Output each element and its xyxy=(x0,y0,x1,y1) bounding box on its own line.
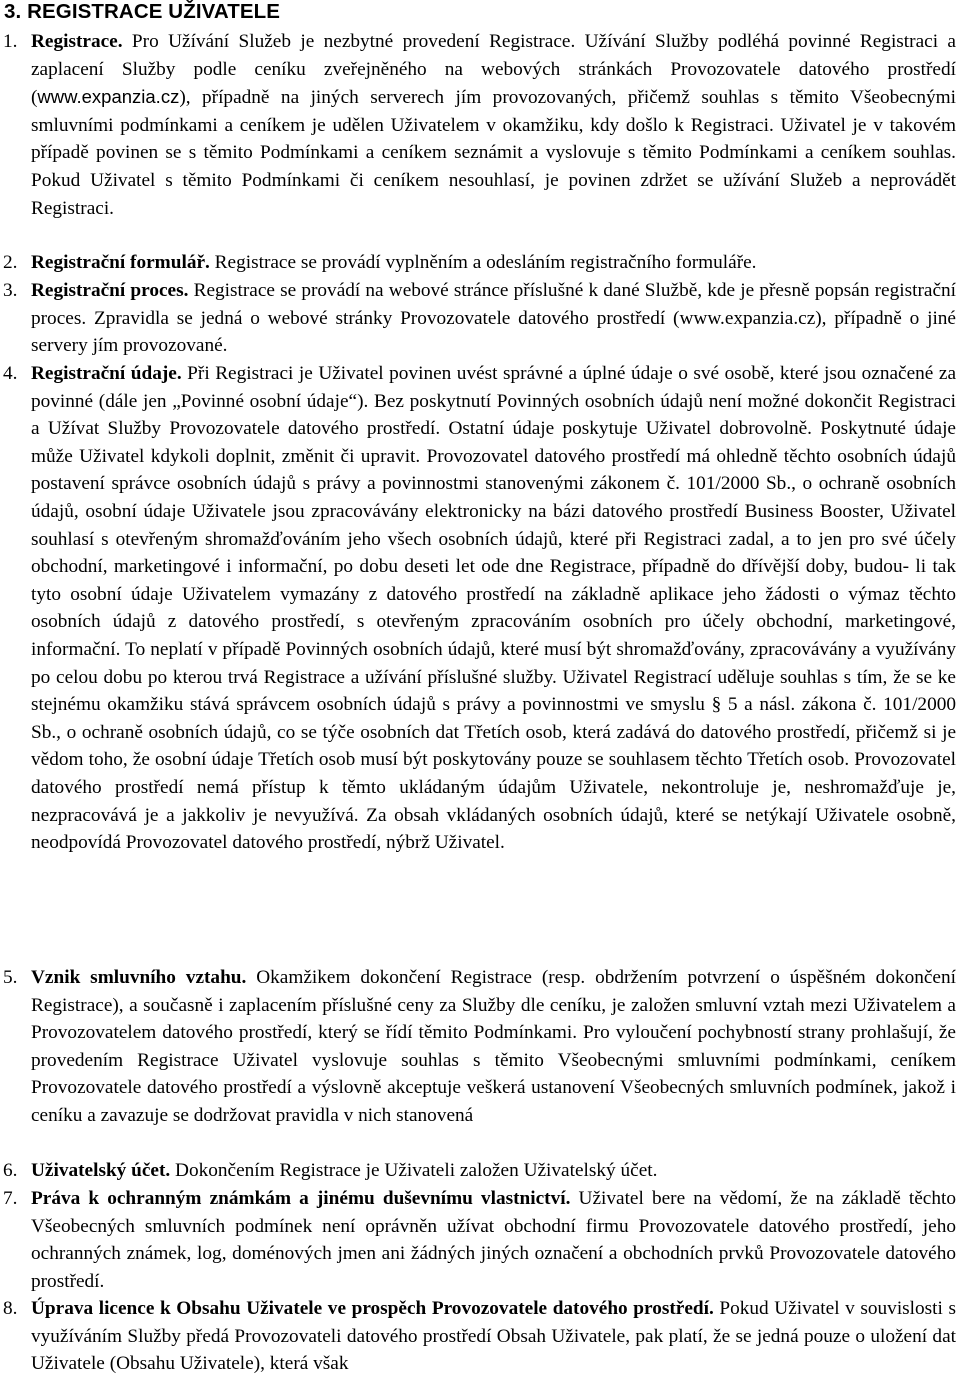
clause-title: Registrační proces. xyxy=(31,280,189,301)
clause-title: Úprava licence k Obsahu Uživatele ve prospěch Provozovatele datového prostředí. xyxy=(31,1298,714,1319)
clause-4-registracni-udaje xyxy=(3,360,956,857)
section-heading: 3. REGISTRACE UŽIVATELE xyxy=(4,0,281,23)
clause-text: Pro Užívání Služeb je nezbytné provedení Registrace. Užívání Služby podléhá povinné Registraci a zaplacení Služby podle ceníku zveřejněného na webových stránkách Provozovatele datového prostředí ( xyxy=(31,31,956,109)
clause-text: Dokončením Registrace je Uživateli založen Uživatelský účet. xyxy=(170,1160,658,1181)
clause-number: 5. xyxy=(3,967,18,988)
clause-title: Vznik smluvního vztahu. xyxy=(31,967,247,988)
clause-number: 6. xyxy=(3,1160,18,1181)
clause-title: Práva k ochranným známkám a jinému duševnímu vlastnictví. xyxy=(31,1188,571,1209)
clause-text: Registrace se provádí na webové stránce příslušné k dané Službě, kde je přesně popsán registrační proces. Zpravidla se jedná o webové stránky Provozovatele datového prostředí (www.expanzia.cz), případně o jiné servery jím provozované. xyxy=(31,280,956,357)
clause-number: 8. xyxy=(3,1298,18,1319)
clause-2-registracni-formular xyxy=(3,249,956,277)
clause-1-registrace xyxy=(3,28,956,222)
clause-number: 2. xyxy=(3,252,18,273)
clause-title: Uživatelský účet. xyxy=(31,1160,171,1181)
website-url: www.expanzia.cz xyxy=(37,86,180,108)
clause-text: Okamžikem dokončení Registrace (resp. obdržením potvrzení o úspěšném dokončení Registrace), a současně i zaplacením příslušné ceny za Služby dle ceníku, je založen smluvní vztah mezi Uživatelem a Provozovatelem datového prostředí, který se řídí těmito Podmínkami. Pro vyloučení pochybností strany prohlašují, že provedením Registrace Uživatel vyslovuje souhlas s těmito Všeobecnými smluvními podmínkami, ceníkem Provozovatele datového prostředí a výslovně akceptuje veškerá ustanovení Všeobecných smluvních podmínek, jakož i ceníku a zavazuje se dodržovat pravidla v nich stanovená xyxy=(31,967,956,1126)
clause-number: 3. xyxy=(3,280,18,301)
clause-7-prava-k-ochrannym-znamkam xyxy=(3,1185,956,1295)
clause-number: 4. xyxy=(3,363,18,384)
clause-number: 7. xyxy=(3,1188,18,1209)
clause-8-uprava-licence xyxy=(3,1295,956,1378)
clause-text: Při Registraci je Uživatel povinen uvést správné a úplné údaje o své osobě, které jsou označené za povinné (dále jen „Povinné osobní údaje“). Bez poskytnutí Povinných osobních údajů není možné dokončit Registraci a Užívat Služby Provozovatele datového prostředí. Ostatní údaje poskytuje Uživatel dobrovolně. Poskytnuté údaje může Uživatel kdykoli doplnit, změnit či upravit. Provozovatel datového prostředí má ohledně těchto osobních údajů postavení správce osobních údajů s právy a povinnostmi stanovenými zákonem č. 101/2000 Sb., o ochraně osobních údajů, osobní údaje Uživatele jsou zpracovávány elektronicky na bázi datového prostředí Business Booster, Uživatel souhlasí s otevřeným shromažďováním jeho všech osobních údajů, které při Registraci zadal, a to jen pro své účely obchodní, marketingové i informační, po dobu deseti let ode dne Registrace, případně do dřívější doby, budou- li tak tyto osobní údaje Uživatelem vymazány z datového prostředí na základně aplikace jeho žádosti o výmaz těchto osobních údajů z datového prostředí, s otevřeným zpracováním osobních pro účely obchodní, marketingové, informační. To neplatí v případě Povinných osobních údajů, které musí být shromažďovány, zpracovávány a využívány po celou dobu po kterou trvá Registrace a užívání příslušné služby. Uživatel Registrací uděluje souhlas s tím, že se ke stejnému okamžiku stává správcem osobních údajů s právy a povinnostmi ve smyslu § 5 a násl. zákona č. 101/2000 Sb., o ochraně osobních údajů, co se týče osobních dat Třetích osob, která zadává do datového prostředí, přičemž si je vědom toho, že osobní údaje Třetích osob musí být poskytovány pouze se souhlasem těchto Třetích osob. Provozovatel datového prostředí nemá přístup k těmto ukládaným údajům Uživatele, nekontroluje je, neshromažďuje je, nezpracovává je a jakkoliv je nevyužívá. Za obsah vkládaných osobních údajů, které se netýkají Uživatele osobně, neodpovídá Provozovatel datového prostředí, nýbrž Uživatel. xyxy=(31,363,956,854)
clause-6-uzivatelsky-ucet xyxy=(3,1157,956,1185)
clause-text: Uživatel bere na vědomí, že na základě těchto Všeobecných smluvních podmínek není oprávněn užívat obchodní firmu Provozovatele datového prostředí, jeho ochranných známek, log, doménových jmen ani žádných jiných označení a obchodních prvků Provozovatele datového prostředí. xyxy=(31,1188,956,1292)
clause-title: Registrace. xyxy=(31,31,123,52)
clause-number: 1. xyxy=(3,31,18,52)
clause-5-vznik-smluvniho-vztahu xyxy=(3,964,956,1130)
clause-text: Registrace se provádí vyplněním a odesláním registračního formuláře. xyxy=(209,252,757,273)
clause-title: Registrační údaje. xyxy=(31,363,182,384)
clause-text: Pokud Uživatel v souvislosti s využíváním Služby předá Provozovateli datového prostředí Obsah Uživatele, pak platí, že se jedná pouze o uložení dat Uživatele (Obsahu Uživatele), která však xyxy=(31,1298,956,1375)
clause-title: Registrační formulář. xyxy=(31,252,210,273)
clause-text-continued: ), případně na jiných serverech jím provozovaných, přičemž souhlas s těmito Všeobecnými smluvními podmínkami a ceníkem je udělen Uživatelem v okamžiku, kdy došlo k Registraci. Uživatel je v takovém případě povinen se s těmito Podmínkami a ceníkem seznámit a vyslovuje s těmito Podmínkami a ceníkem souhlas. Pokud Uživatel s těmito Podmínkami či ceníkem nesouhlasí, je povinen zdržet se užívání Služeb a neprovádět Registraci. xyxy=(31,87,956,219)
clause-3-registracni-proces xyxy=(3,277,956,360)
